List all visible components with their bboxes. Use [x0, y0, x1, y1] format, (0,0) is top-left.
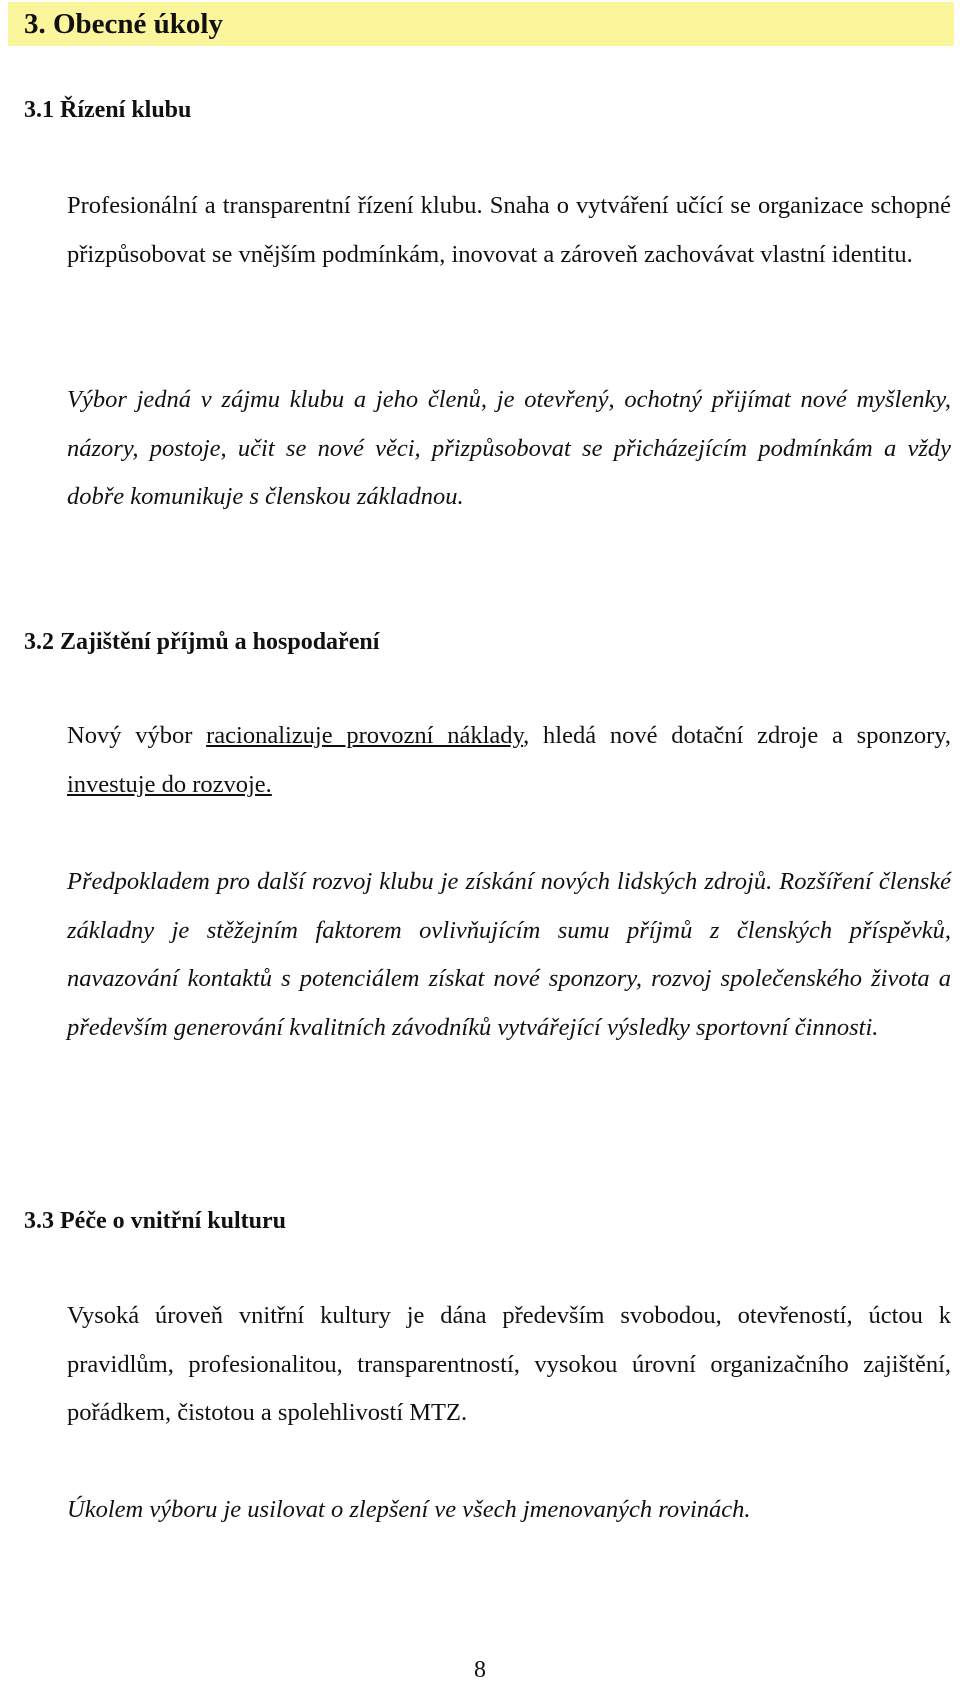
chapter-title: 3. Obecné úkoly	[24, 8, 223, 40]
section-title-3-2: 3.2 Zajištění příjmů a hospodaření	[24, 629, 380, 655]
paragraph-committee-task: Úkolem výboru je usilovat o zlepšení ve všech jmenovaných rovinách.	[67, 1496, 751, 1523]
paragraph-human-resources: Předpokladem pro další rozvoj klubu je získání nových lidských zdrojů. Rozšíření členské základny je stěžejním faktorem ovlivňujícím sumu příjmů z členských příspěvků, navazování kontaktů s potenciálem získat nové sponzory, rozvoj společenského života a především generování kvalitních závodníků vytvářející výsledky sportovní činnosti.	[67, 868, 951, 1041]
paragraph-internal-culture: Vysoká úroveň vnitřní kultury je dána především svobodou, otevřeností, úctou k pravidlům, profesionalitou, transparentností, vysokou úrovní organizačního zajištění, pořádkem, čistotou a spolehlivostí MTZ.	[67, 1302, 951, 1426]
paragraph-text: , hledá nové dotační zdroje a sponzory,	[523, 722, 952, 749]
page-number: 8	[474, 1657, 486, 1683]
underlined-text-development-investment: investuje do rozvoje.	[67, 770, 272, 798]
paragraph-text: Nový výbor	[67, 722, 207, 749]
paragraph-committee-conduct: Výbor jedná v zájmu klubu a jeho členů, je otevřený, ochotný přijímat nové myšlenky, názory, postoje, učit se nové věci, přizpůsobovat se přicházejícím podmínkám a vždy dobře komunikuje s členskou základnou.	[67, 386, 951, 510]
paragraph-club-management: Profesionální a transparentní řízení klubu. Snaha o vytváření učící se organizace schopné přizpůsobovat se vnějším podmínkám, inovovat a zároveň zachovávat vlastní identitu.	[67, 192, 951, 268]
section-title-3-1: 3.1 Řízení klubu	[24, 97, 192, 123]
section-title-3-3: 3.3 Péče o vnitřní kulturu	[24, 1208, 286, 1234]
underlined-text-cost-rationalization: racionalizuje provozní náklady	[206, 722, 524, 749]
paragraph-income-management	[67, 712, 951, 809]
